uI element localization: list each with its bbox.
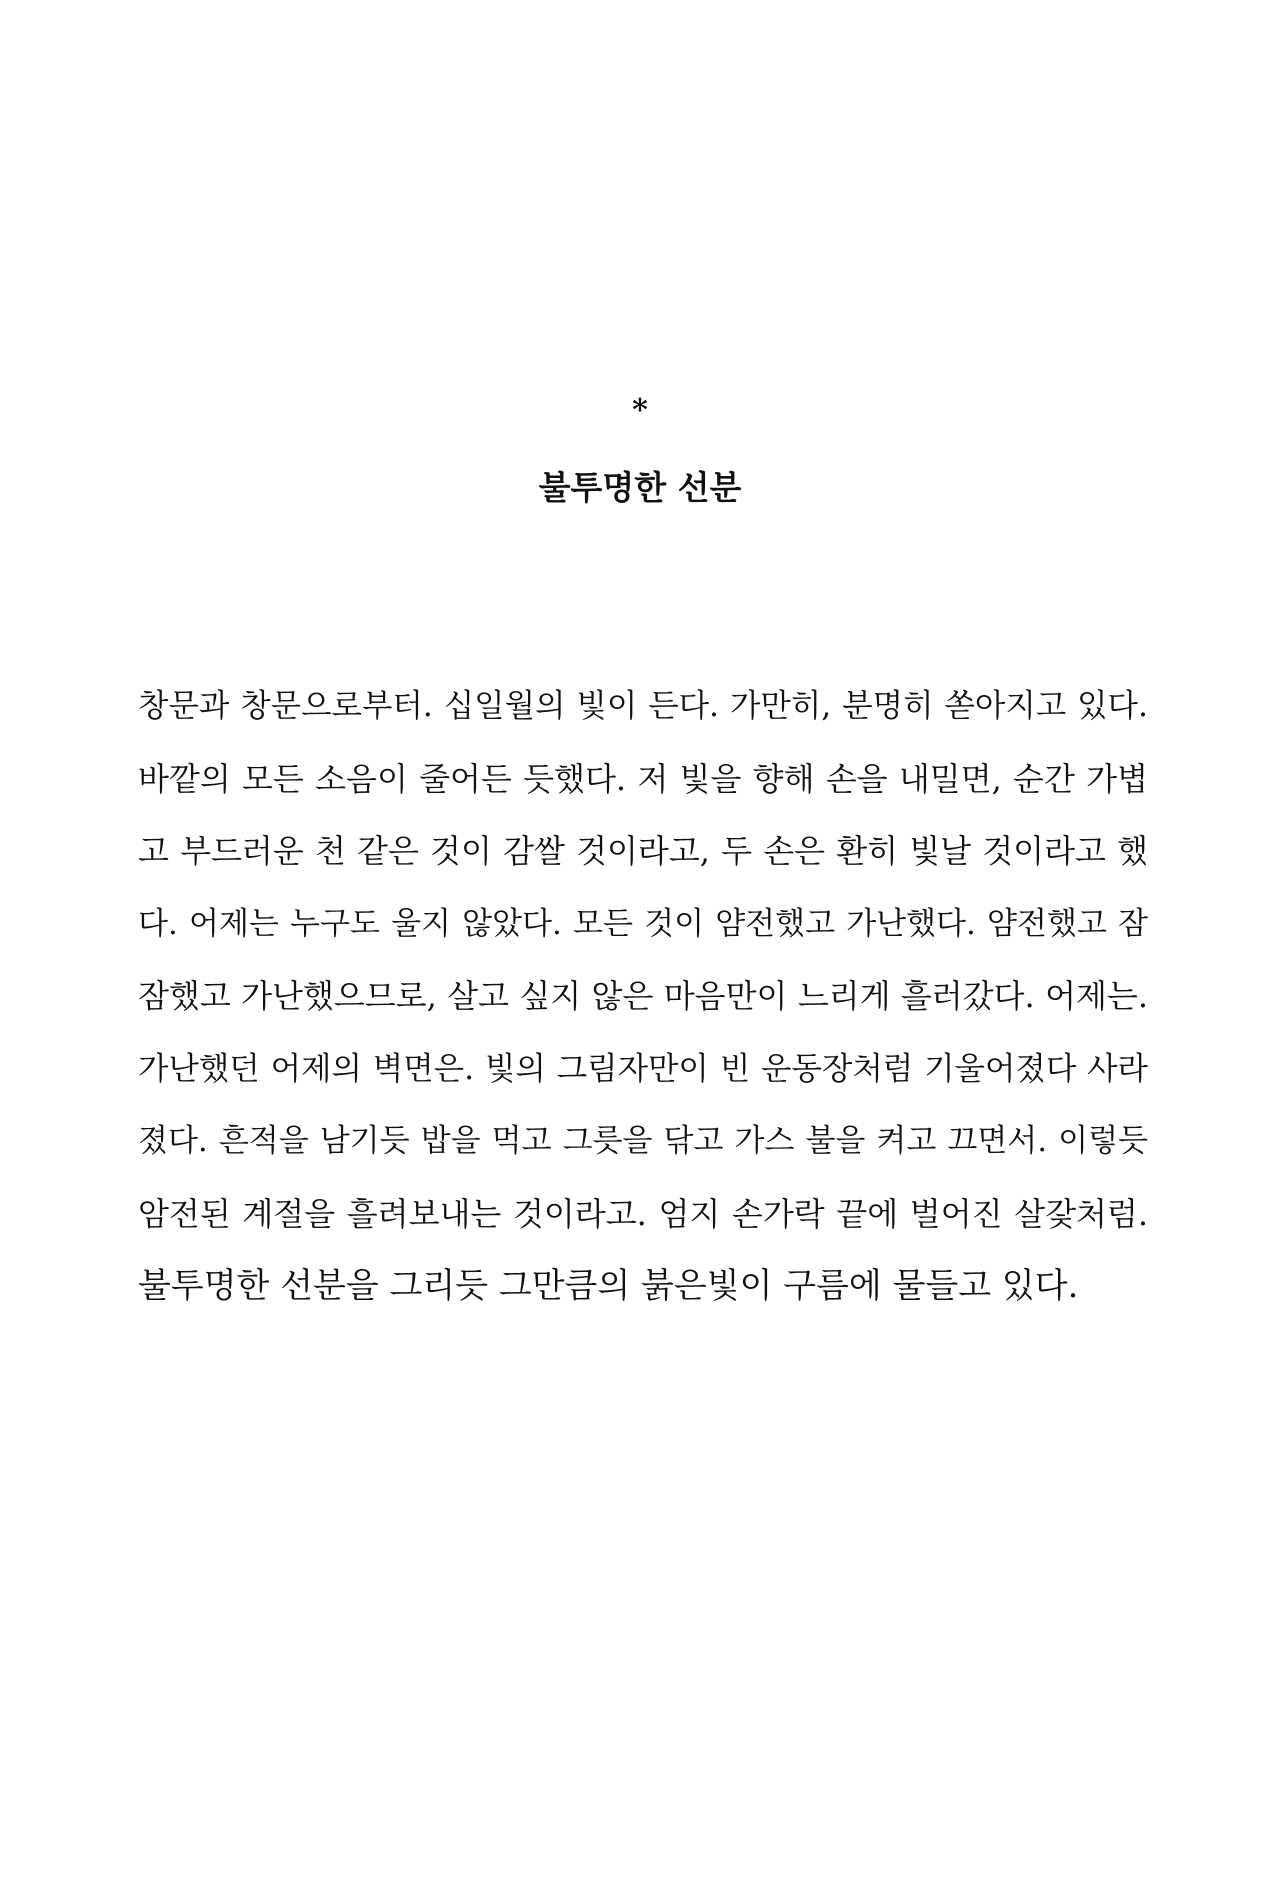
poem-line: 졌다. 흔적을 남기듯 밥을 먹고 그릇을 닦고 가스 불을 켜고 끄면서. 이렇듯 xyxy=(138,1123,1148,1159)
poem-line: 가난했던 어제의 벽면은. 빛의 그림자만이 빈 운동장처럼 기울어졌다 사라 xyxy=(138,1050,1148,1087)
poem-line: 바깥의 모든 소음이 줄어든 듯했다. 저 빛을 향해 손을 내밀면, 순간 가볍 xyxy=(138,759,1148,798)
poem-line: 창문과 창문으로부터. 십일월의 빛이 든다. 가만히, 분명히 쏟아지고 있다. xyxy=(138,688,1148,724)
poem-line: 다. 어제는 누구도 울지 않았다. 모든 것이 얌전했고 가난했다. 얌전했고 잠 xyxy=(138,905,1148,942)
section-mark: * xyxy=(632,393,648,428)
poem-line: 불투명한 선분을 그리듯 그만큼의 붉은빛이 구름에 물들고 있다. xyxy=(138,1266,1079,1306)
poem-line: 고 부드러운 천 같은 것이 감쌀 것이라고, 두 손은 환히 빛날 것이라고 했 xyxy=(138,832,1148,870)
poem-title: 불투명한 선분 xyxy=(538,468,742,507)
poem-line: 잠했고 가난했으므로, 살고 싶지 않은 마음만이 느리게 흘러갔다. 어제는. xyxy=(138,977,1148,1015)
poem-body xyxy=(138,670,1148,1323)
poem-line: 암전된 계절을 흘려보내는 것이라고. 엄지 손가락 끝에 벌어진 살갗처럼. xyxy=(138,1194,1148,1233)
